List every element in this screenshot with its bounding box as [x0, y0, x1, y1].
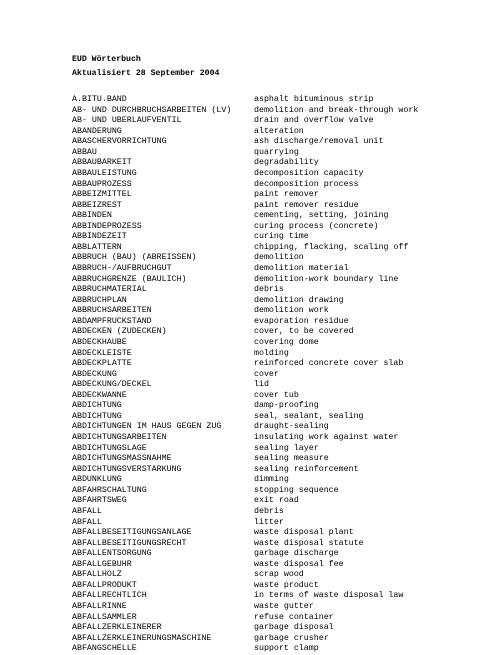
glossary-entry	[72, 602, 422, 613]
glossary-entry	[72, 253, 422, 264]
glossary-entry	[72, 422, 422, 433]
english-translation: paint remover residue	[254, 200, 359, 210]
glossary-entry	[72, 222, 422, 233]
german-term: ABDECKLEISTE	[72, 348, 132, 358]
glossary-entry	[72, 148, 422, 159]
german-term: AB- UND ÜBERLAUFVENTIL	[72, 116, 182, 126]
german-term: ABDECKWANNE	[72, 390, 127, 400]
german-term: ABDECKHAUBE	[72, 337, 127, 347]
german-term: ABDECKEN (ZUDECKEN)	[72, 327, 167, 337]
english-translation: curing process (concrete)	[254, 221, 379, 231]
german-term: ABBRUCHPLAN	[72, 295, 127, 305]
glossary-entry	[72, 169, 422, 180]
german-term: ABFAHRSCHALTUNG	[72, 485, 147, 495]
german-term: ABDICHTUNGEN IM HAUS GEGEN ZUG	[72, 422, 222, 432]
english-translation: draught-sealing	[254, 422, 329, 432]
glossary-entry	[72, 232, 422, 243]
german-term: ABFALLBESEITIGUNGSANLAGE	[72, 528, 192, 538]
english-translation: alteration	[254, 126, 304, 136]
german-term: ABBINDEZEIT	[72, 232, 127, 242]
german-term: ABDECKUNG/DECKEL	[72, 380, 152, 390]
glossary-entry	[72, 581, 422, 592]
english-translation: demolition and break-through work	[254, 105, 419, 115]
english-translation: sealing layer	[254, 443, 319, 453]
document-subtitle: Aktualisiert 28 September 2004	[72, 69, 220, 78]
english-translation: sealing reinforcement	[254, 464, 359, 474]
english-translation: cover tub	[254, 390, 299, 400]
english-translation: support clamp	[254, 644, 319, 654]
english-translation: waste disposal fee	[254, 559, 344, 569]
english-translation: drain and overflow valve	[254, 116, 374, 126]
glossary-entry	[72, 380, 422, 391]
glossary-entry	[72, 370, 422, 381]
german-term: ABFALLZERKLEINERER	[72, 623, 162, 633]
german-term: ABFANGSCHELLE	[72, 644, 137, 654]
english-translation: waste disposal plant	[254, 528, 354, 538]
english-translation: sealing measure	[254, 454, 329, 464]
glossary-list	[72, 95, 422, 655]
glossary-entry	[72, 560, 422, 571]
german-term: AB- UND DURCHBRUCHSARBEITEN (LV)	[72, 105, 232, 115]
english-translation: lid	[254, 380, 269, 390]
glossary-entry	[72, 634, 422, 645]
glossary-entry	[72, 327, 422, 338]
english-translation: cover	[254, 369, 279, 379]
document-header	[72, 53, 219, 81]
english-translation: curing time	[254, 232, 309, 242]
german-term: ABBRUCH-/AUFBRUCHGUT	[72, 264, 172, 273]
german-term: ABDICHTUNGSMASSNAHME	[72, 454, 172, 464]
english-translation: demolition drawing	[254, 295, 344, 305]
english-translation: paint remover	[254, 190, 319, 200]
german-term: ABFALLGEBÜHR	[72, 559, 132, 569]
german-term: ABBRUCHMATERIAL	[72, 285, 147, 295]
glossary-entry	[72, 201, 422, 212]
german-term: ABBAULEISTUNG	[72, 168, 137, 178]
glossary-entry	[72, 507, 422, 518]
glossary-entry	[72, 623, 422, 634]
english-translation: garbage disposal	[254, 623, 334, 633]
glossary-entry	[72, 349, 422, 360]
german-term: ABBINDEPROZESS	[72, 221, 142, 231]
english-translation: reinforced concrete cover slab	[254, 359, 404, 369]
glossary-entry	[72, 95, 422, 106]
english-translation: seal, sealant, sealing	[254, 411, 364, 421]
german-term: ABBEIZREST	[72, 200, 122, 210]
english-translation: covering dome	[254, 337, 319, 347]
german-term: ABBLÄTTERN	[72, 242, 122, 252]
glossary-entry	[72, 359, 422, 370]
german-term: ABASCHERVORRICHTUNG	[72, 137, 167, 147]
german-term: ABDECKUNG	[72, 369, 117, 379]
english-translation: degradability	[254, 158, 319, 168]
german-term: ABDAMPFRÜCKSTAND	[72, 316, 152, 326]
german-term: A.BITU.BAND	[72, 95, 127, 104]
document-title: EUD Wörterbuch	[72, 55, 141, 64]
english-translation: scrap wood	[254, 570, 304, 580]
glossary-entry	[72, 211, 422, 222]
english-translation: garbage discharge	[254, 549, 339, 559]
german-term: ABFALLHOLZ	[72, 570, 122, 580]
english-translation: damp-proofing	[254, 401, 319, 411]
german-term: ABDUNKLUNG	[72, 475, 122, 485]
english-translation: quarrying	[254, 147, 299, 157]
english-translation: waste product	[254, 580, 319, 590]
german-term: ABDICHTUNG	[72, 401, 122, 411]
german-term: ABFALLPRODUKT	[72, 580, 137, 590]
glossary-entry	[72, 549, 422, 560]
english-translation: asphalt bituminous strip	[254, 95, 374, 104]
german-term: ABBRUCH (BAU) (ABREISSEN)	[72, 253, 197, 263]
german-term: ABFALL	[72, 506, 102, 516]
german-term: ABBEIZMITTEL	[72, 190, 132, 200]
german-term: ABDICHTUNGSLAGE	[72, 443, 147, 453]
glossary-entry	[72, 243, 422, 254]
glossary-entry	[72, 433, 422, 444]
english-translation: waste disposal statute	[254, 538, 364, 548]
glossary-entry	[72, 465, 422, 476]
glossary-entry	[72, 444, 422, 455]
glossary-entry	[72, 158, 422, 169]
glossary-entry	[72, 486, 422, 497]
glossary-entry	[72, 644, 422, 655]
glossary-entry	[72, 475, 422, 486]
glossary-entry	[72, 116, 422, 127]
english-translation: in terms of waste disposal law	[254, 591, 404, 601]
english-translation: debris	[254, 285, 284, 295]
english-translation: chipping, flacking, scaling off	[254, 242, 409, 252]
german-term: ABFALLRINNE	[72, 602, 127, 611]
german-term: ABFALLZERKLEINERUNGSMASCHINE	[72, 633, 212, 643]
english-translation: demolition-work boundary line	[254, 274, 399, 284]
english-translation: demolition	[254, 253, 304, 263]
glossary-entry	[72, 591, 422, 602]
german-term: ABBRUCHGRENZE (BAULICH)	[72, 274, 187, 284]
english-translation: demolition material	[254, 264, 349, 273]
german-term: ABDICHTUNGSARBEITEN	[72, 433, 167, 442]
english-translation: decomposition process	[254, 179, 359, 189]
english-translation: dimming	[254, 475, 289, 485]
glossary-entry	[72, 317, 422, 328]
english-translation: decomposition capacity	[254, 168, 364, 178]
english-translation: ash discharge/removal unit	[254, 137, 384, 147]
glossary-entry	[72, 127, 422, 138]
glossary-entry	[72, 570, 422, 581]
german-term: ABFALLENTSORGUNG	[72, 549, 152, 559]
english-translation: molding	[254, 348, 289, 358]
glossary-entry	[72, 496, 422, 507]
glossary-entry	[72, 190, 422, 201]
english-translation: litter	[254, 517, 284, 527]
german-term: ABBAU	[72, 147, 97, 157]
glossary-entry	[72, 180, 422, 191]
english-translation: insulating work against water	[254, 433, 399, 442]
english-translation: stopping sequence	[254, 485, 339, 495]
english-translation: garbage crusher	[254, 633, 329, 643]
glossary-entry	[72, 275, 422, 286]
glossary-entry	[72, 338, 422, 349]
german-term: ABFALLBESEITIGUNGSRECHT	[72, 538, 187, 548]
german-term: ABBAUBARKEIT	[72, 158, 132, 168]
german-term: ABFALL	[72, 517, 102, 527]
glossary-entry	[72, 401, 422, 412]
glossary-entry	[72, 106, 422, 117]
german-term: ABFALLSAMMLER	[72, 612, 137, 622]
english-translation: evaporation residue	[254, 316, 349, 326]
german-term: ABFAHRTSWEG	[72, 496, 127, 506]
english-translation: cementing, setting, joining	[254, 211, 389, 221]
glossary-entry	[72, 454, 422, 465]
german-term: ABÄNDERUNG	[72, 126, 122, 136]
glossary-entry	[72, 264, 422, 275]
glossary-entry	[72, 539, 422, 550]
german-term: ABDECKPLATTE	[72, 359, 132, 369]
german-term: ABBINDEN	[72, 211, 112, 221]
glossary-entry	[72, 518, 422, 529]
glossary-entry	[72, 391, 422, 402]
glossary-entry	[72, 285, 422, 296]
german-term: ABFALLRECHTLICH	[72, 591, 147, 601]
glossary-entry	[72, 412, 422, 423]
english-translation: waste gutter	[254, 602, 314, 611]
english-translation: refuse container	[254, 612, 334, 622]
english-translation: demolition work	[254, 306, 329, 316]
german-term: ABBRUCHSARBEITEN	[72, 306, 152, 316]
glossary-entry	[72, 306, 422, 317]
german-term: ABDICHTUNG	[72, 411, 122, 421]
german-term: ABBAUPROZESS	[72, 179, 132, 189]
english-translation: exit road	[254, 496, 299, 506]
glossary-entry	[72, 613, 422, 624]
glossary-entry	[72, 296, 422, 307]
glossary-entry	[72, 137, 422, 148]
german-term: ABDICHTUNGSVERSTÄRKUNG	[72, 464, 182, 474]
glossary-entry	[72, 528, 422, 539]
english-translation: cover, to be covered	[254, 327, 354, 337]
english-translation: debris	[254, 506, 284, 516]
